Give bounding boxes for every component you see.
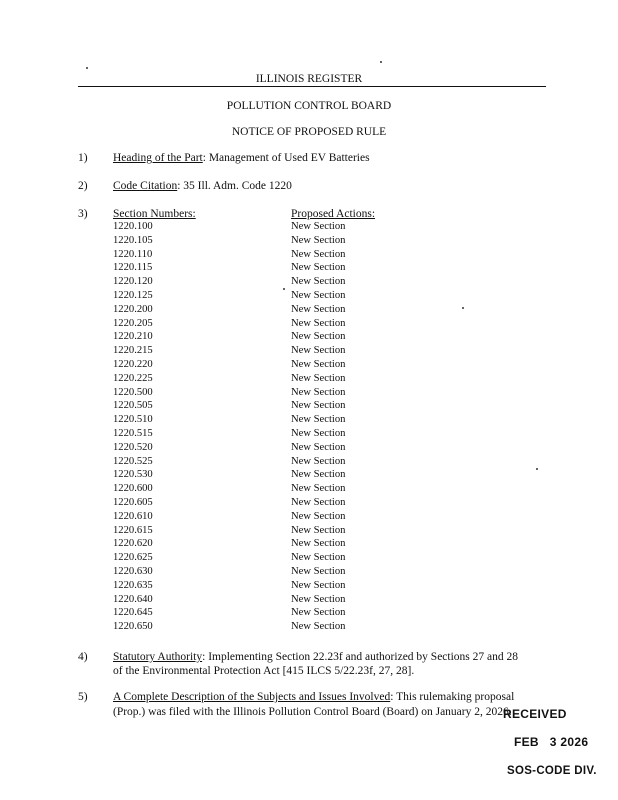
register-title: ILLINOIS REGISTER xyxy=(255,73,363,85)
item-number: 4) xyxy=(78,651,88,663)
item-heading-of-part xyxy=(113,151,370,165)
proposed-action-cell: New Section xyxy=(291,579,346,591)
section-number-cell: 1220.510 xyxy=(113,414,153,426)
proposed-action-cell: New Section xyxy=(291,386,346,398)
section-number-cell: 1220.500 xyxy=(113,386,153,398)
proposed-action-cell: New Section xyxy=(291,497,346,508)
section-number-cell: 1220.625 xyxy=(113,552,153,564)
section-number-cell: 1220.610 xyxy=(113,510,153,522)
item-label: Heading of the Part xyxy=(113,152,203,164)
section-number-cell: 1220.220 xyxy=(113,359,153,370)
scan-speck xyxy=(462,307,464,309)
section-number-cell: 1220.615 xyxy=(113,524,153,536)
section-number-cell: 1220.225 xyxy=(113,372,153,384)
section-number-cell: 1220.125 xyxy=(113,290,153,301)
proposed-action-cell: New Section xyxy=(291,469,346,481)
item-value: : This rulemaking proposal xyxy=(390,691,515,703)
item-code-citation xyxy=(113,179,292,193)
item-complete-description xyxy=(113,690,514,704)
section-number-cell: 1220.530 xyxy=(113,469,153,481)
section-number-cell: 1220.215 xyxy=(113,345,153,357)
section-number-cell: 1220.505 xyxy=(113,400,153,412)
proposed-action-cell: New Section xyxy=(291,317,346,329)
scan-speck xyxy=(86,67,88,69)
header-rule xyxy=(78,86,546,87)
item-value: : Implementing Section 22.23f and authorized by Sections 27 and 28 xyxy=(202,651,518,663)
proposed-action-cell: New Section xyxy=(291,538,346,550)
section-number-cell: 1220.630 xyxy=(113,566,153,577)
item-label: Statutory Authority xyxy=(113,651,203,663)
section-number-cell: 1220.205 xyxy=(113,317,153,329)
section-number-cell: 1220.650 xyxy=(113,621,153,633)
section-number-cell: 1220.525 xyxy=(113,455,153,467)
proposed-action-cell: New Section xyxy=(291,234,346,246)
section-number-cell: 1220.635 xyxy=(113,579,153,591)
section-number-cell: 1220.115 xyxy=(113,262,153,274)
proposed-actions-header: Proposed Actions: xyxy=(291,208,376,220)
item-complete-description-cont: (Prop.) was filed with the Illinois Pollution Control Board (Board) on January 2, 2026. xyxy=(113,706,512,718)
proposed-action-cell: New Section xyxy=(291,552,346,564)
proposed-action-cell: New Section xyxy=(291,400,346,412)
proposed-action-cell: New Section xyxy=(291,248,346,260)
proposed-action-cell: New Section xyxy=(291,290,346,301)
item-number: 2) xyxy=(78,180,88,192)
section-number-cell: 1220.520 xyxy=(113,441,153,453)
item-value: : Management of Used EV Batteries xyxy=(202,152,370,164)
item-statutory-authority-cont: of the Environmental Protection Act [415 ILCS 5/22.23f, 27, 28]. xyxy=(113,665,415,677)
proposed-action-cell: New Section xyxy=(291,455,346,467)
proposed-action-cell: New Section xyxy=(291,566,346,577)
proposed-action-cell: New Section xyxy=(291,524,346,536)
section-number-cell: 1220.200 xyxy=(113,303,153,315)
item-number: 1) xyxy=(78,152,88,164)
section-number-cell: 1220.105 xyxy=(113,234,153,246)
proposed-action-cell: New Section xyxy=(291,359,346,370)
item-number: 3) xyxy=(78,208,88,220)
proposed-action-cell: New Section xyxy=(291,607,346,619)
division-stamp: SOS-CODE DIV. xyxy=(507,765,597,777)
proposed-action-cell: New Section xyxy=(291,262,346,274)
section-number-cell: 1220.210 xyxy=(113,331,153,343)
item-value: : 35 Ill. Adm. Code 1220 xyxy=(177,180,292,192)
section-number-cell: 1220.645 xyxy=(113,607,153,619)
notice-title: NOTICE OF PROPOSED RULE xyxy=(231,126,387,138)
proposed-action-cell: New Section xyxy=(291,276,346,288)
item-label: A Complete Description of the Subjects and Issues Involved xyxy=(113,691,391,703)
item-number: 5) xyxy=(78,691,88,703)
proposed-action-cell: New Section xyxy=(291,372,346,384)
proposed-action-cell: New Section xyxy=(291,221,346,232)
received-stamp: RECEIVED xyxy=(503,707,567,721)
received-date-stamp: FEB 3 2026 xyxy=(514,735,589,749)
proposed-action-cell: New Section xyxy=(291,593,346,605)
section-number-cell: 1220.605 xyxy=(113,497,153,508)
item-label: Code Citation xyxy=(113,180,178,192)
proposed-action-cell: New Section xyxy=(291,441,346,453)
section-number-cell: 1220.515 xyxy=(113,428,153,439)
scan-speck xyxy=(536,468,538,470)
proposed-action-cell: New Section xyxy=(291,510,346,522)
section-number-cell: 1220.100 xyxy=(113,221,153,232)
proposed-action-cell: New Section xyxy=(291,621,346,633)
proposed-action-cell: New Section xyxy=(291,331,346,343)
section-number-cell: 1220.120 xyxy=(113,276,153,288)
proposed-action-cell: New Section xyxy=(291,345,346,357)
proposed-action-cell: New Section xyxy=(291,428,346,439)
section-number-cell: 1220.620 xyxy=(113,538,153,550)
scan-speck xyxy=(283,288,285,290)
proposed-action-cell: New Section xyxy=(291,414,346,426)
scan-speck xyxy=(380,61,382,63)
item-statutory-authority xyxy=(113,650,518,664)
section-number-cell: 1220.640 xyxy=(113,593,153,605)
section-number-cell: 1220.600 xyxy=(113,483,153,495)
board-title: POLLUTION CONTROL BOARD xyxy=(226,100,392,112)
section-number-cell: 1220.110 xyxy=(113,248,153,260)
proposed-action-cell: New Section xyxy=(291,303,346,315)
section-numbers-header: Section Numbers: xyxy=(113,208,196,220)
proposed-action-cell: New Section xyxy=(291,483,346,495)
